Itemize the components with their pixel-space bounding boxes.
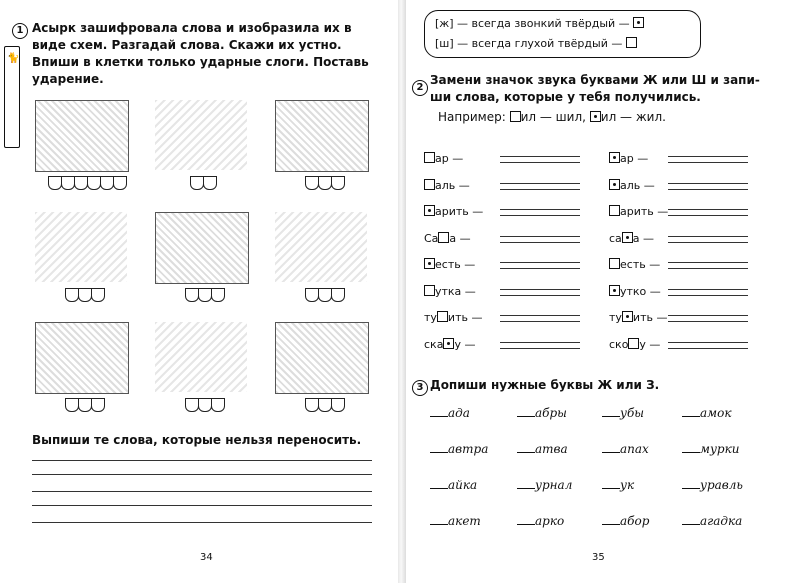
word-item bbox=[424, 285, 476, 298]
syllable-box[interactable] bbox=[211, 398, 225, 412]
word-suffix: есть — bbox=[435, 258, 476, 271]
letter-blank[interactable] bbox=[517, 478, 535, 489]
dot-square-icon bbox=[590, 111, 601, 122]
word-item bbox=[609, 258, 660, 271]
answer-line[interactable] bbox=[668, 242, 748, 243]
syllable-box[interactable] bbox=[198, 288, 212, 302]
task1-line: Впиши в клетки только ударные слоги. Поставь bbox=[32, 55, 369, 69]
letter-blank[interactable] bbox=[682, 442, 700, 453]
word-ending: акет bbox=[448, 514, 481, 528]
writing-line[interactable] bbox=[32, 460, 372, 461]
task2-line: ши слова, которые у тебя получились. bbox=[430, 90, 701, 104]
letter-blank[interactable] bbox=[682, 478, 700, 489]
word-ending: уравль bbox=[700, 478, 743, 492]
word-ending: агадка bbox=[700, 514, 743, 528]
answer-line[interactable] bbox=[500, 156, 580, 157]
knives-picture bbox=[155, 322, 247, 392]
word-suffix: ить — bbox=[632, 311, 668, 324]
dot-square-icon bbox=[424, 258, 435, 269]
fill-word[interactable] bbox=[602, 478, 634, 492]
syllable-box[interactable] bbox=[91, 398, 105, 412]
answer-line[interactable] bbox=[668, 268, 748, 269]
task1-line: виде схем. Разгадай слова. Скажи их устно. bbox=[32, 38, 342, 52]
dot-square-icon bbox=[622, 232, 633, 243]
fill-word[interactable] bbox=[682, 514, 742, 528]
word-item bbox=[424, 179, 470, 192]
answer-line[interactable] bbox=[668, 342, 748, 343]
answer-line[interactable] bbox=[500, 348, 580, 349]
empty-square-icon bbox=[424, 285, 435, 296]
answer-line[interactable] bbox=[668, 209, 748, 210]
syllable-box[interactable] bbox=[331, 176, 345, 190]
syllable-box[interactable] bbox=[305, 176, 319, 190]
letter-blank[interactable] bbox=[517, 514, 535, 525]
syllable-box[interactable] bbox=[305, 288, 319, 302]
cat-icon: 🐈 bbox=[7, 53, 20, 64]
syllable-boxes[interactable] bbox=[48, 176, 126, 190]
example-line bbox=[438, 110, 666, 124]
answer-line[interactable] bbox=[668, 262, 748, 263]
writing-line[interactable] bbox=[32, 491, 372, 492]
syllable-box[interactable] bbox=[198, 398, 212, 412]
syllable-box[interactable] bbox=[331, 398, 345, 412]
page-number: 35 bbox=[592, 552, 605, 563]
word-ending: урнал bbox=[535, 478, 573, 492]
letter-blank[interactable] bbox=[682, 406, 700, 417]
letter-blank[interactable] bbox=[602, 514, 620, 525]
letter-blank[interactable] bbox=[430, 514, 448, 525]
syllable-box[interactable] bbox=[65, 288, 79, 302]
forest-picture bbox=[275, 322, 369, 394]
word-suffix: ить — bbox=[447, 311, 483, 324]
answer-line[interactable] bbox=[500, 236, 580, 237]
syllable-boxes[interactable] bbox=[65, 398, 104, 412]
answer-line[interactable] bbox=[500, 209, 580, 210]
legend-text: — всегда звонкий твёрдый — bbox=[457, 17, 630, 30]
task2-line: Замени значок звука буквами Ж или Ш и запи- bbox=[430, 73, 760, 87]
empty-square-icon bbox=[609, 258, 620, 269]
huts-picture bbox=[35, 322, 129, 394]
word-ending: арко bbox=[535, 514, 565, 528]
syllable-box[interactable] bbox=[74, 176, 88, 190]
letter-blank[interactable] bbox=[602, 442, 620, 453]
writing-line[interactable] bbox=[32, 505, 372, 506]
word-ending: апах bbox=[620, 442, 649, 456]
snakes-picture bbox=[155, 100, 247, 170]
fill-word[interactable] bbox=[517, 406, 567, 420]
right-page bbox=[402, 0, 800, 583]
car-picture bbox=[35, 212, 127, 282]
answer-line[interactable] bbox=[500, 183, 580, 184]
word-prefix: ту bbox=[609, 311, 622, 324]
fill-word[interactable] bbox=[430, 442, 488, 456]
fill-word[interactable] bbox=[430, 478, 477, 492]
word-suffix: у — bbox=[639, 337, 661, 351]
syllable-box[interactable] bbox=[61, 176, 75, 190]
empty-square-icon bbox=[438, 232, 449, 243]
reeds-picture bbox=[155, 212, 249, 284]
answer-line[interactable] bbox=[668, 295, 748, 296]
empty-square-icon bbox=[424, 179, 435, 190]
empty-square-icon bbox=[437, 311, 448, 322]
answer-line[interactable] bbox=[500, 289, 580, 290]
answer-line[interactable] bbox=[668, 215, 748, 216]
syllable-box[interactable] bbox=[318, 398, 332, 412]
answer-line[interactable] bbox=[668, 289, 748, 290]
word-prefix: Са bbox=[424, 231, 439, 245]
syllable-boxes[interactable] bbox=[305, 176, 344, 190]
answer-line[interactable] bbox=[500, 295, 580, 296]
letter-blank[interactable] bbox=[602, 478, 620, 489]
syllable-boxes[interactable] bbox=[305, 288, 344, 302]
syllable-boxes[interactable] bbox=[185, 398, 224, 412]
answer-line[interactable] bbox=[500, 321, 580, 322]
answer-line[interactable] bbox=[500, 242, 580, 243]
syllable-box[interactable] bbox=[185, 288, 199, 302]
fill-word[interactable] bbox=[517, 442, 568, 456]
fill-word[interactable] bbox=[682, 442, 740, 456]
word-item bbox=[424, 338, 475, 351]
syllable-box[interactable] bbox=[318, 176, 332, 190]
answer-line[interactable] bbox=[500, 189, 580, 190]
word-suffix: аль — bbox=[620, 178, 655, 192]
word-suffix: у — bbox=[454, 337, 476, 351]
empty-square-icon bbox=[510, 111, 521, 122]
word-suffix: утко — bbox=[620, 284, 661, 298]
word-item bbox=[424, 152, 463, 165]
example-label: Например: bbox=[438, 110, 506, 124]
word-item bbox=[609, 152, 648, 165]
syllable-box[interactable] bbox=[190, 176, 204, 190]
syllable-box[interactable] bbox=[87, 176, 101, 190]
word-suffix: арить — bbox=[435, 205, 484, 218]
syllable-box[interactable] bbox=[65, 398, 79, 412]
letter-blank[interactable] bbox=[602, 406, 620, 417]
task-number: 1 bbox=[12, 23, 28, 39]
answer-line[interactable] bbox=[500, 162, 580, 163]
sound-legend bbox=[424, 10, 701, 58]
syllable-boxes[interactable] bbox=[305, 398, 344, 412]
writing-line[interactable] bbox=[32, 474, 372, 475]
word-item bbox=[609, 232, 654, 245]
word-item bbox=[609, 285, 661, 298]
legend-text: — всегда глухой твёрдый — bbox=[457, 37, 623, 50]
word-ending: убы bbox=[620, 406, 645, 420]
task-number: 3 bbox=[412, 380, 428, 396]
word-item bbox=[424, 311, 482, 324]
task2-heading bbox=[430, 72, 760, 106]
syllable-box[interactable] bbox=[78, 398, 92, 412]
syllable-box[interactable] bbox=[113, 176, 127, 190]
answer-line[interactable] bbox=[668, 162, 748, 163]
legend-bracket: [ш] bbox=[435, 37, 454, 50]
syllable-box[interactable] bbox=[91, 288, 105, 302]
word-ending: амок bbox=[700, 406, 732, 420]
letter-blank[interactable] bbox=[430, 478, 448, 489]
letter-blank[interactable] bbox=[430, 406, 448, 417]
word-prefix: са bbox=[609, 231, 622, 245]
task-number: 2 bbox=[412, 80, 428, 96]
word-ending: ук bbox=[620, 478, 635, 492]
fill-word[interactable] bbox=[430, 406, 470, 420]
empty-square-icon bbox=[609, 205, 620, 216]
writing-line[interactable] bbox=[32, 522, 372, 523]
answer-line[interactable] bbox=[500, 262, 580, 263]
word-item bbox=[609, 338, 660, 351]
word-suffix: арить — bbox=[620, 205, 669, 218]
word-suffix: ар — bbox=[620, 152, 649, 165]
word-item bbox=[424, 205, 483, 218]
necklace-picture bbox=[275, 212, 367, 282]
dot-square-icon bbox=[633, 17, 644, 28]
answer-line[interactable] bbox=[668, 183, 748, 184]
word-item bbox=[609, 179, 655, 192]
dot-square-icon bbox=[609, 152, 620, 163]
word-suffix: ар — bbox=[435, 152, 464, 165]
word-ending: абры bbox=[535, 406, 567, 420]
fill-word[interactable] bbox=[517, 478, 572, 492]
empty-square-icon bbox=[424, 152, 435, 163]
letter-blank[interactable] bbox=[430, 442, 448, 453]
word-suffix: аль — bbox=[435, 178, 470, 192]
word-suffix: есть — bbox=[620, 258, 661, 271]
task1-line: ударение. bbox=[32, 72, 104, 86]
letter-blank[interactable] bbox=[517, 442, 535, 453]
word-item bbox=[609, 311, 667, 324]
syllable-boxes[interactable] bbox=[190, 176, 216, 190]
syllable-boxes[interactable] bbox=[65, 288, 104, 302]
syllable-box[interactable] bbox=[211, 288, 225, 302]
fill-word[interactable] bbox=[517, 514, 564, 528]
syllable-box[interactable] bbox=[318, 288, 332, 302]
example-text: ил — шил, bbox=[520, 110, 586, 124]
fill-word[interactable] bbox=[602, 442, 649, 456]
dot-square-icon bbox=[609, 285, 620, 296]
task1-line: Асырк зашифровала слова и изобразила их в bbox=[32, 21, 352, 35]
empty-square-icon bbox=[628, 338, 639, 349]
task3-heading: Допиши нужные буквы Ж или З. bbox=[430, 378, 660, 392]
answer-line[interactable] bbox=[668, 189, 748, 190]
rings-picture bbox=[275, 100, 369, 172]
word-suffix: а — bbox=[449, 231, 471, 245]
word-prefix: ту bbox=[424, 311, 437, 324]
word-ending: автра bbox=[448, 442, 489, 456]
copy-task-heading: Выпиши те слова, которые нельзя переносить. bbox=[32, 433, 362, 447]
answer-line[interactable] bbox=[668, 321, 748, 322]
sidebar-marker bbox=[4, 46, 20, 148]
syllable-box[interactable] bbox=[185, 398, 199, 412]
answer-line[interactable] bbox=[668, 348, 748, 349]
dot-square-icon bbox=[622, 311, 633, 322]
dot-square-icon bbox=[424, 205, 435, 216]
skis-picture bbox=[35, 100, 129, 172]
word-prefix: ска bbox=[424, 337, 444, 351]
fill-word[interactable] bbox=[430, 514, 481, 528]
syllable-box[interactable] bbox=[305, 398, 319, 412]
example-text: ил — жил. bbox=[600, 110, 666, 124]
word-item bbox=[609, 205, 668, 218]
answer-line[interactable] bbox=[668, 315, 748, 316]
word-ending: айка bbox=[448, 478, 478, 492]
legend-line-zh bbox=[435, 17, 644, 30]
answer-line[interactable] bbox=[500, 315, 580, 316]
word-prefix: ско bbox=[609, 337, 629, 351]
word-suffix: утка — bbox=[435, 284, 476, 298]
legend-line-sh bbox=[435, 37, 637, 50]
word-suffix: а — bbox=[632, 231, 655, 245]
answer-line[interactable] bbox=[500, 215, 580, 216]
syllable-boxes[interactable] bbox=[185, 288, 224, 302]
syllable-box[interactable] bbox=[48, 176, 62, 190]
word-ending: ада bbox=[448, 406, 470, 420]
word-ending: атва bbox=[535, 442, 568, 456]
fill-word[interactable] bbox=[602, 406, 644, 420]
dot-square-icon bbox=[443, 338, 454, 349]
answer-line[interactable] bbox=[668, 236, 748, 237]
syllable-box[interactable] bbox=[203, 176, 217, 190]
answer-line[interactable] bbox=[668, 156, 748, 157]
answer-line[interactable] bbox=[500, 342, 580, 343]
word-ending: абор bbox=[620, 514, 650, 528]
page-number: 34 bbox=[200, 552, 213, 563]
syllable-box[interactable] bbox=[331, 288, 345, 302]
fill-word[interactable] bbox=[602, 514, 649, 528]
letter-blank[interactable] bbox=[517, 406, 535, 417]
task1-heading bbox=[32, 20, 369, 88]
word-ending: мурки bbox=[700, 442, 740, 456]
fill-word[interactable] bbox=[682, 478, 743, 492]
fill-word[interactable] bbox=[682, 406, 732, 420]
word-item bbox=[424, 258, 475, 271]
empty-square-icon bbox=[626, 37, 637, 48]
legend-bracket: [ж] bbox=[435, 17, 454, 30]
dot-square-icon bbox=[609, 179, 620, 190]
word-item bbox=[424, 232, 471, 245]
letter-blank[interactable] bbox=[682, 514, 700, 525]
answer-line[interactable] bbox=[500, 268, 580, 269]
syllable-box[interactable] bbox=[78, 288, 92, 302]
syllable-box[interactable] bbox=[100, 176, 114, 190]
